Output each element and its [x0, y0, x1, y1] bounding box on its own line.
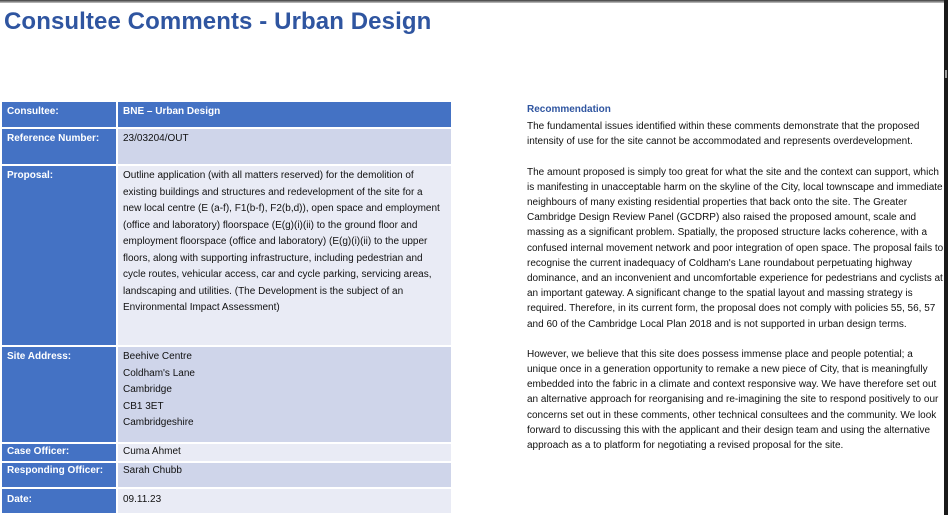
label-case-officer: Case Officer: — [2, 444, 118, 461]
row-proposal — [2, 166, 451, 345]
label-reference-number: Reference Number: — [2, 129, 118, 164]
consultee-info-table — [2, 100, 451, 515]
recommendation-section — [527, 102, 945, 468]
label-site-address: Site Address: — [2, 347, 118, 442]
recommendation-paragraph: However, we believe that this site does possess immense place and people potential; a unique once in a generation opportunity to remake a new piece of City, that is meaningfully embedded into the fabric in a climate and context responsive way. We have therefore set out an alternative approach for reorganising and re-imagining the site to respond positively to our concerns set out in these comments, other technical consultees and the community. We look forward to discussing this with the applicant and their design team and using the alternative approach as a to platform for negotiating a revised proposal for the site. — [527, 348, 939, 452]
value-reference-number: 23/03204/OUT — [118, 129, 451, 164]
row-consultee — [2, 102, 451, 127]
recommendation-paragraph: The amount proposed is simply too great for what the site and the context can support, which is manifesting in unacceptable harm on the skyline of the City, local townscape and immediate neighbours of many existing residential properties that back onto the site. The Greater Cambridge Design Review Panel (GCDRP) also raised the proposed amount, scale and massing as a significant problem. Spatially, the proposed structure lacks coherence, with a confused internal movement network and poor integration of open space. The proposal fails to recognise the current inadequacy of Coldham's Lane roundabout perpetuating highway dominance, and an inconvenient and uncomfortable experience for pedestrians and cyclists at an important gateway. A significant change to the spatial layout and massing strategy is required. Therefore, in its current form, the proposal does not comply with policies 55, 56, 57 and 60 of the Cambridge Local Plan 2018 and is not supported in urban design terms. — [527, 166, 944, 330]
row-site-address — [2, 347, 451, 442]
recommendation-heading: Recommendation — [527, 104, 611, 115]
value-responding-officer: Sarah Chubb — [118, 463, 451, 487]
page-title: Consultee Comments - Urban Design — [4, 8, 432, 35]
address-line: Coldham's Lane — [123, 367, 195, 379]
value-proposal: Outline application (with all matters reserved) for the demolition of existing buildings and structures and redevelopment of the site for a new local centre (E (a-f), F1(b-f), F2(b,d)), open space and employment (office and laboratory) floorspace (E(g)(i)(ii) to the ground floor and employment floorspace (office and laboratory) (E(g)(i)(ii) to the upper floors, along with supporting infrastructure, including pedestrian and cycle routes, vehicular access, car and cycle parking, servicing areas, landscaping and utilities. (The Development is the subject of an Environmental Impact Assessment) — [118, 166, 451, 345]
row-reference-number — [2, 129, 451, 164]
label-responding-officer: Responding Officer: — [2, 463, 118, 487]
address-line: Cambridgeshire — [123, 417, 194, 428]
row-case-officer — [2, 444, 451, 461]
row-responding-officer — [2, 463, 451, 487]
label-consultee: Consultee: — [2, 102, 118, 127]
value-consultee: BNE – Urban Design — [118, 102, 451, 127]
address-line: Cambridge — [123, 384, 172, 395]
label-date: Date: — [2, 489, 118, 513]
recommendation-paragraph: The fundamental issues identified within these comments demonstrate that the proposed intensity of use for the site cannot be accommodated and represents overdevelopment. — [527, 121, 920, 148]
label-proposal: Proposal: — [2, 166, 118, 345]
value-site-address — [118, 347, 451, 442]
address-line: Beehive Centre — [123, 351, 192, 362]
scrollbar-thumb[interactable] — [945, 70, 947, 78]
value-date: 09.11.23 — [118, 489, 451, 513]
row-date — [2, 489, 451, 513]
window-top-edge — [0, 0, 948, 3]
address-line: CB1 3ET — [123, 400, 164, 412]
value-case-officer: Cuma Ahmet — [118, 444, 451, 461]
